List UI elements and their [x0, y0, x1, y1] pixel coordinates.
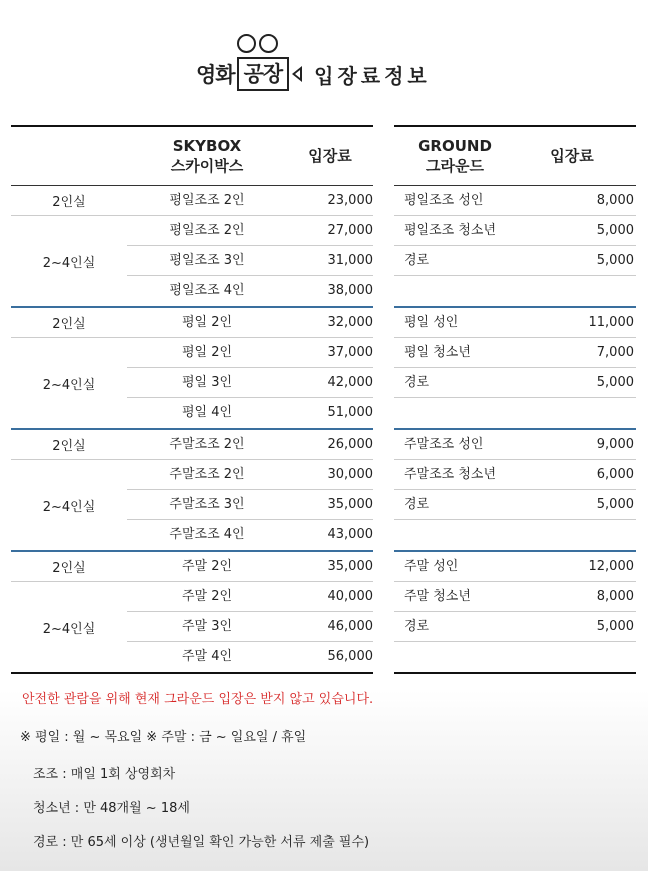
table-row — [394, 460, 636, 490]
ticket-type: 평일조조 2인 — [127, 216, 287, 246]
ticket-price: 37,000 — [287, 338, 373, 368]
ticket-type: 주말 4인 — [181, 649, 233, 664]
ticket-price: 6,000 — [596, 467, 634, 482]
ticket-type: 주말조조 3인 — [127, 490, 287, 520]
camera-lens-icon — [292, 66, 302, 82]
ticket-type: 평일 청소년 — [404, 345, 471, 360]
table-row — [11, 276, 373, 306]
ticket-type: 주말조조 4인 — [169, 527, 245, 542]
skybox-price-header: 입장료 — [308, 147, 352, 165]
ticket-price: 46,000 — [287, 612, 373, 642]
ticket-price: 7,000 — [596, 345, 634, 360]
room-group — [11, 186, 373, 216]
table-row — [394, 338, 636, 368]
ground-header — [394, 127, 636, 186]
ticket-type: 평일 성인 — [404, 315, 459, 330]
table-row — [394, 582, 636, 612]
ticket-type: 경로 — [404, 375, 430, 390]
youth-note: 청소년 : 만 48개월 ~ 18세 — [33, 801, 190, 816]
ground-header-ko: 그라운드 — [426, 157, 484, 175]
room-label: 2~4인실 — [42, 499, 96, 515]
room-label: 2인실 — [11, 186, 127, 216]
ticket-type: 평일조조 청소년 — [404, 223, 497, 238]
room-label: 2~4인실 — [42, 377, 96, 393]
ground-header-title — [394, 136, 516, 176]
table-row — [11, 246, 373, 276]
table-row — [11, 368, 373, 398]
table-row — [11, 490, 373, 520]
room-label: 2인실 — [11, 430, 127, 460]
ticket-type: 주말 청소년 — [404, 589, 471, 604]
logo-brand-box: 공장 — [237, 57, 290, 91]
skybox-header — [11, 127, 373, 186]
ticket-price: 23,000 — [287, 186, 373, 216]
ticket-price: 5,000 — [596, 223, 634, 238]
ticket-price: 5,000 — [596, 375, 634, 390]
table-row — [11, 582, 373, 612]
ticket-price: 43,000 — [327, 527, 373, 542]
table-row — [11, 460, 373, 490]
room-group — [11, 582, 373, 672]
ticket-type: 주말조조 2인 — [127, 460, 287, 490]
table-row — [11, 338, 373, 368]
table-row — [11, 612, 373, 642]
ticket-type: 평일조조 4인 — [169, 283, 245, 298]
ticket-type: 평일조조 성인 — [404, 193, 484, 208]
ticket-type: 주말조조 2인 — [127, 430, 287, 460]
ground-price-header: 입장료 — [550, 147, 594, 165]
logo-row — [196, 54, 431, 94]
ticket-price: 32,000 — [287, 308, 373, 338]
ticket-price: 8,000 — [596, 193, 634, 208]
ticket-type: 주말조조 청소년 — [404, 467, 497, 482]
ticket-type: 경로 — [404, 253, 430, 268]
table-row — [11, 216, 373, 246]
days-note: ※ 평일 : 월 ~ 목요일 ※ 주말 : 금 ~ 일요일 / 휴일 — [20, 730, 307, 745]
table-row — [394, 398, 636, 428]
table-row — [394, 186, 636, 216]
ticket-type: 경로 — [404, 619, 430, 634]
warning-note: 안전한 관람을 위해 현재 그라운드 입장은 받지 않고 있습니다. — [22, 692, 374, 707]
room-group — [11, 552, 373, 582]
ticket-price: 26,000 — [287, 430, 373, 460]
ticket-price: 30,000 — [287, 460, 373, 490]
table-row — [394, 490, 636, 520]
table-row — [11, 186, 373, 216]
ticket-type: 평일 3인 — [127, 368, 287, 398]
table-row — [394, 520, 636, 550]
ticket-type: 평일조조 2인 — [127, 186, 287, 216]
logo — [0, 26, 648, 106]
ground-body — [394, 186, 636, 672]
ticket-type: 주말조조 성인 — [404, 437, 484, 452]
ticket-type: 평일 2인 — [127, 338, 287, 368]
table-row — [394, 308, 636, 338]
table-row — [394, 276, 636, 306]
ticket-price: 8,000 — [596, 589, 634, 604]
table-row — [394, 430, 636, 460]
skybox-table — [11, 125, 373, 674]
ticket-price: 42,000 — [287, 368, 373, 398]
ticket-type: 주말 3인 — [127, 612, 287, 642]
ticket-price: 40,000 — [287, 582, 373, 612]
page-title: 입장료정보 — [314, 63, 431, 88]
ticket-price: 5,000 — [596, 253, 634, 268]
room-label: 2인실 — [11, 308, 127, 338]
ticket-price: 35,000 — [287, 552, 373, 582]
table-row — [11, 308, 373, 338]
room-group — [11, 338, 373, 428]
ticket-price: 5,000 — [596, 619, 634, 634]
senior-note: 경로 : 만 65세 이상 (생년월일 확인 가능한 서류 제출 필수) — [33, 835, 370, 850]
ticket-price: 31,000 — [287, 246, 373, 276]
table-row — [394, 552, 636, 582]
ticket-price: 9,000 — [596, 437, 634, 452]
table-row — [394, 368, 636, 398]
ticket-price: 51,000 — [327, 405, 373, 420]
skybox-header-en: SKYBOX — [172, 137, 242, 155]
room-group — [11, 216, 373, 306]
ticket-type: 주말 2인 — [127, 582, 287, 612]
ticket-price: 11,000 — [588, 315, 634, 330]
ticket-type: 주말 2인 — [127, 552, 287, 582]
ground-header-en: GROUND — [418, 137, 492, 155]
table-row — [11, 552, 373, 582]
skybox-header-ko: 스카이박스 — [170, 157, 244, 175]
ticket-type: 경로 — [404, 497, 430, 512]
room-group — [11, 460, 373, 550]
table-row — [11, 398, 373, 428]
room-label: 2~4인실 — [42, 255, 96, 271]
ticket-price: 35,000 — [287, 490, 373, 520]
skybox-header-title — [127, 136, 287, 176]
early-note: 조조 : 매일 1회 상영회차 — [33, 767, 176, 782]
table-row — [394, 216, 636, 246]
ground-table — [394, 125, 636, 674]
room-label: 2~4인실 — [42, 621, 96, 637]
room-label: 2인실 — [11, 552, 127, 582]
room-group — [11, 308, 373, 338]
film-reel-icon — [237, 34, 287, 54]
ticket-price: 27,000 — [287, 216, 373, 246]
table-row — [11, 430, 373, 460]
logo-brand-a: 영화 — [196, 63, 235, 87]
room-group — [11, 430, 373, 460]
table-row — [394, 612, 636, 642]
ticket-type: 평일 4인 — [181, 405, 233, 420]
ticket-price: 38,000 — [327, 283, 373, 298]
ticket-type: 평일 2인 — [127, 308, 287, 338]
table-row — [11, 642, 373, 672]
skybox-body — [11, 186, 373, 672]
table-row — [394, 642, 636, 672]
table-row — [11, 520, 373, 550]
table-row — [394, 246, 636, 276]
ticket-type: 평일조조 3인 — [127, 246, 287, 276]
ticket-type: 주말 성인 — [404, 559, 459, 574]
ticket-price: 56,000 — [327, 649, 373, 664]
ticket-price: 5,000 — [596, 497, 634, 512]
ticket-price: 12,000 — [588, 559, 634, 574]
